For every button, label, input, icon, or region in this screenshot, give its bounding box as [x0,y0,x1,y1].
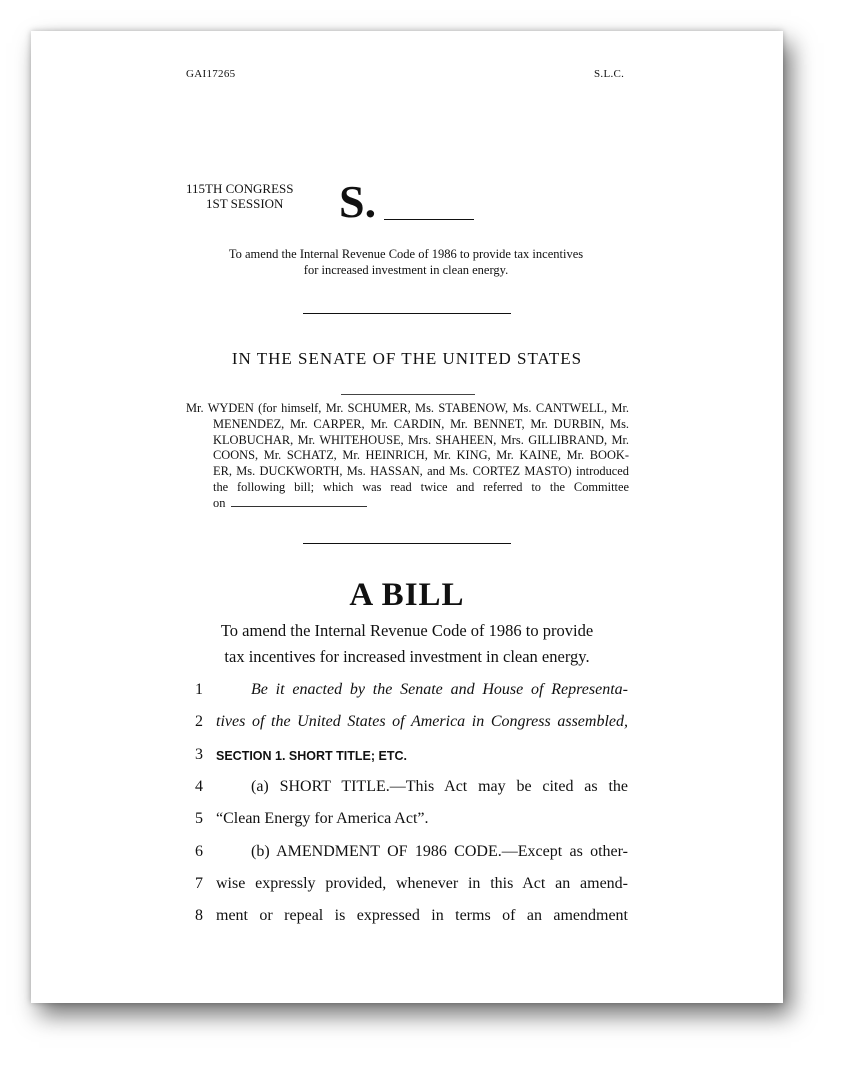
body-line-text: (a) SHORT TITLE.—This Act may be cited as the [251,778,628,795]
divider [303,543,511,544]
slc-label: S.L.C. [594,68,625,80]
bill-prefix: S. [339,176,377,227]
sponsor-line: KLOBUCHAR, Mr. WHITEHOUSE, Mrs. SHAHEEN, Mrs. GILLIBRAND, Mr. [213,432,629,447]
amendment-subsection [251,843,628,861]
line-number: 7 [195,875,203,892]
line-number: 6 [195,843,203,860]
doc-id: GAI17265 [186,68,236,80]
document-page [31,31,783,1003]
line-number: 2 [195,713,203,730]
long-title [181,618,633,670]
committee-blank [231,496,367,507]
congress-number: 115TH CONGRESS [186,181,294,196]
section-heading: SECTION 1. SHORT TITLE; ETC. [216,749,407,763]
amendment-text [216,907,628,925]
long-title-line-1: To amend the Internal Revenue Code of 1986 to provide [220,621,594,640]
short-title-line-2: for increased investment in clean energy. [303,263,509,277]
long-title-line-2: tax incentives for increased investment in clean energy. [224,647,590,666]
enacting-clause [251,681,628,699]
body-line-text: (b) AMENDMENT OF 1986 CODE.—Except as other- [251,843,628,860]
line-number: 8 [195,907,203,924]
sponsor-line-last [186,496,629,512]
line-number: 1 [195,681,203,698]
divider [303,313,511,314]
short-title-top [181,246,631,278]
sponsor-line: Mr. WYDEN (for himself, Mr. SCHUMER, Ms. STABENOW, Ms. CANTWELL, Mr. [186,401,629,415]
short-title-subsection [251,778,628,796]
sponsor-line: on [213,495,226,510]
body-line-text: wise expressly provided, whenever in this Act an amend- [216,875,628,892]
body-line-text: Be it enacted by the Senate and House of Representa- [251,681,628,698]
sponsor-line: the following bill; which was read twice and referred to the Committee [213,479,629,494]
chamber-heading: IN THE SENATE OF THE UNITED STATES [231,349,583,368]
enacting-clause-cont [216,713,628,731]
sponsor-line: ER, Ms. DUCKWORTH, Ms. HASSAN, and Ms. CORTEZ MASTO) introduced [213,464,629,479]
sponsor-line: MENENDEZ, Mr. CARPER, Mr. CARDIN, Mr. BENNET, Mr. DURBIN, Ms. [213,416,629,431]
session-label: 1ST SESSION [206,196,284,211]
bill-heading: A BILL [349,577,465,613]
body-line-text: tives of the United States of America in Congress assembled, [216,713,628,730]
sponsor-line: COONS, Mr. SCHATZ, Mr. HEINRICH, Mr. KING, Mr. KAINE, Mr. BOOK- [213,448,629,463]
body-line-text: ment or repeal is expressed in terms of an amendment [216,907,628,924]
sponsors-paragraph [186,401,629,512]
line-number: 3 [195,746,203,763]
short-title-line-1: To amend the Internal Revenue Code of 1986 to provide tax incentives [228,247,584,261]
bill-number-blank [384,219,474,220]
line-number: 5 [195,810,203,827]
line-number: 4 [195,778,203,795]
thin-divider [341,394,475,395]
act-name: “Clean Energy for America Act”. [216,810,429,827]
amendment-text [216,875,628,893]
